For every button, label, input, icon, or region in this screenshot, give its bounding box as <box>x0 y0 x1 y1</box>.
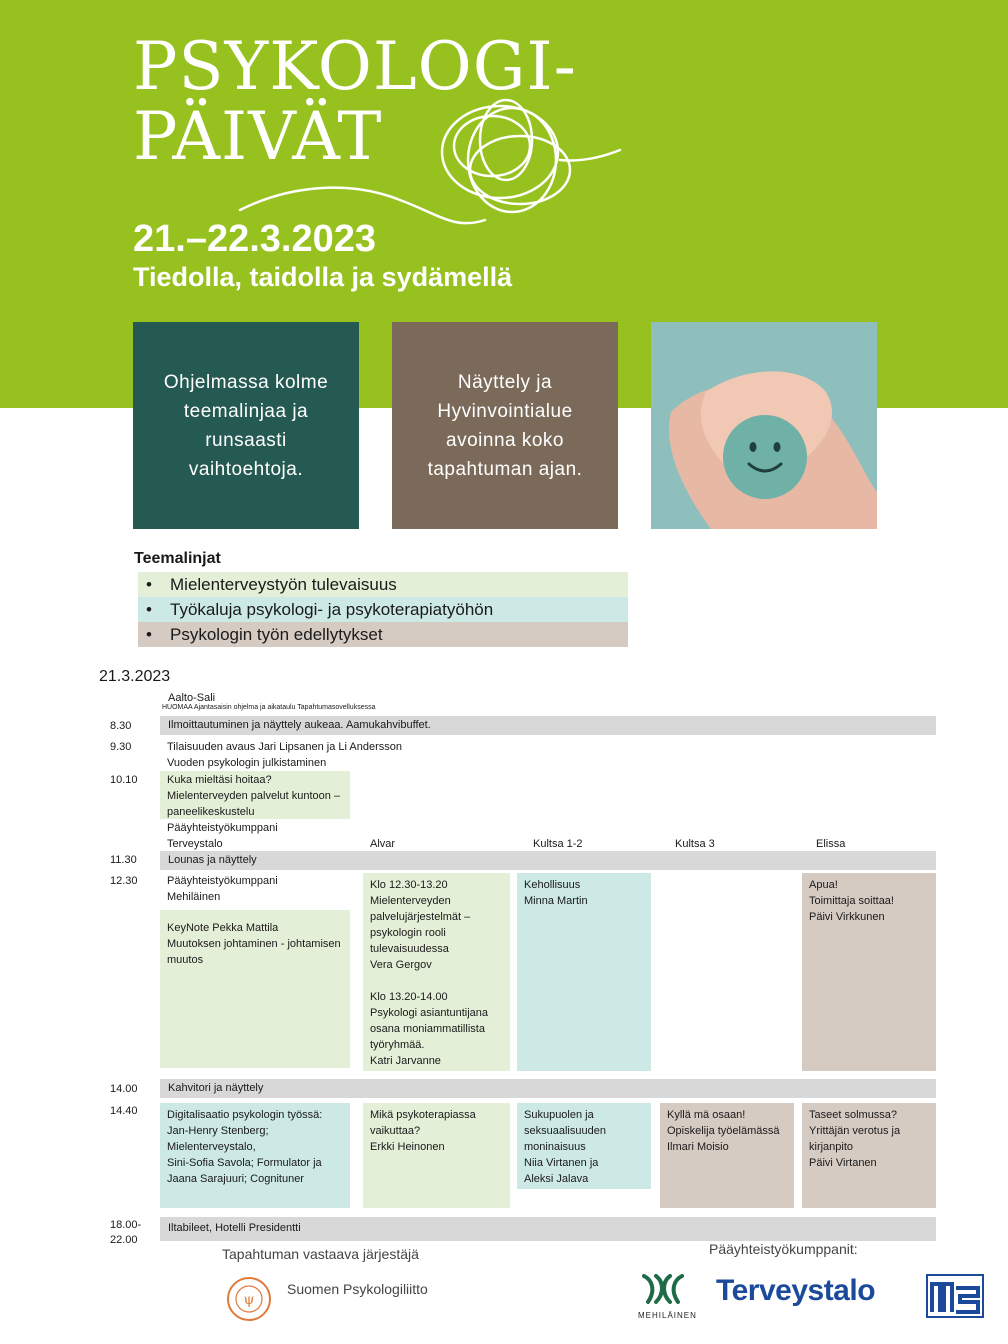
slot-1130-bar: Lounas ja näyttely <box>160 851 936 870</box>
program-info-box: Ohjelmassa kolme teemalinjaa ja runsaasti vaihtoehtoja. <box>133 322 359 529</box>
psykologiliitto-logo-icon <box>226 1276 272 1322</box>
aalto-1440-cell: Digitalisaatio psykologin työssä: Jan-Henry Stenberg; Mielenterveystalo, Sini-Sofia Savola; Formulator ja Jaana Sarajuuri; Cognituner <box>160 1103 350 1208</box>
room-kultsa-3: Kultsa 3 <box>675 838 715 850</box>
panel-discussion-cell: Kuka mieltäsi hoitaa? Mielenterveyden palvelut kuntoon – paneelikeskustelu <box>160 771 350 819</box>
time-1230: 12.30 <box>110 875 138 887</box>
keynote-cell: KeyNote Pekka Mattila Muutoksen johtaminen - johtamisen muutos <box>160 910 350 1068</box>
time-0930: 9.30 <box>110 741 132 753</box>
time-1130: 11.30 <box>110 854 137 866</box>
elissa-1440-cell: Taseet solmussa? Yrittäjän verotus ja kirjanpito Päivi Virtanen <box>802 1103 936 1208</box>
organizer-label: Tapahtuman vastaava järjestäjä <box>222 1246 419 1262</box>
time-1400: 14.00 <box>110 1083 138 1095</box>
ms-partner-logo-icon <box>926 1274 984 1318</box>
exhibition-info-box: Näyttely ja Hyvinvointialue avoinna koko tapahtuman ajan. <box>392 322 618 529</box>
theme-item-2: • Työkaluja psykologi- ja psykoterapiatyöhön <box>138 597 628 622</box>
partner-mehilainen-cell: Pääyhteistyökumppani Mehiläinen <box>167 875 278 903</box>
event-tagline: Tiedolla, taidolla ja sydämellä <box>133 262 513 292</box>
event-title-line2: PÄIVÄT <box>133 98 383 175</box>
terveystalo-logo: Terveystalo <box>716 1274 876 1307</box>
kultsa12-1440-cell: Sukupuolen ja seksuaalisuuden moninaisuus Niia Virtanen ja Aleksi Jalava <box>517 1103 651 1189</box>
hall-aalto-sali: Aalto-Sali <box>168 692 216 704</box>
alvar-1230-cell: Klo 12.30-13.20 Mielenterveyden palvelujärjestelmät – psykologin rooli tulevaisuudessa Vera Gergov Klo 13.20-14.00 Psykologi asiantuntijana osana moniammatillista työryhmää. Katri Jarvanne <box>363 873 510 1071</box>
room-kultsa-1-2: Kultsa 1-2 <box>533 838 583 850</box>
slot-1400-bar: Kahvitori ja näyttely <box>160 1079 936 1098</box>
time-1010: 10.10 <box>110 774 138 786</box>
time-1800: 18.00- 22.00 <box>110 1219 142 1246</box>
schedule-note: HUOMAA Ajantasaisin ohjelma ja aikataulu Tapahtumasovelluksessa <box>162 704 376 711</box>
kultsa12-1230-cell: Kehollisuus Minna Martin <box>517 873 651 1071</box>
room-elissa: Elissa <box>816 838 846 850</box>
hands-smiley-photo <box>651 322 877 529</box>
time-1440: 14.40 <box>110 1105 138 1117</box>
event-title-line1: PSYKOLOGI- <box>133 28 577 105</box>
partner-label-1: Pääyhteistyökumppani <box>167 822 278 834</box>
elissa-1230-cell: Apua! Toimittaja soittaa! Päivi Virkkunen <box>802 873 936 1071</box>
schedule-date: 21.3.2023 <box>99 668 171 685</box>
themes-heading: Teemalinjat <box>134 550 221 567</box>
alvar-1440-cell: Mikä psykoterapiassa vaikuttaa? Erkki Heinonen <box>363 1103 510 1208</box>
time-0830: 8.30 <box>110 720 132 732</box>
organizer-name: Suomen Psykologiliitto <box>287 1281 428 1297</box>
theme-item-1: • Mielenterveystyön tulevaisuus <box>138 572 628 597</box>
event-dates: 21.–22.3.2023 <box>133 218 377 260</box>
svg-text:ψ: ψ <box>243 1292 255 1308</box>
theme-item-3: • Psykologin työn edellytykset <box>138 622 628 647</box>
partners-label: Pääyhteistyökumppanit: <box>709 1241 858 1257</box>
mehilainen-logo-icon <box>638 1272 688 1308</box>
mehilainen-wordmark: MEHILÄINEN <box>638 1311 697 1320</box>
psychologist-of-year: Vuoden psykologin julkistaminen <box>167 757 327 769</box>
opening-text: Tilaisuuden avaus Jari Lipsanen ja Li Andersson <box>167 741 403 753</box>
slot-0830-bar: Ilmoittautuminen ja näyttely aukeaa. Aamukahvibuffet. <box>160 716 936 735</box>
partner-terveystalo: Terveystalo <box>167 838 223 850</box>
kultsa3-1440-cell: Kyllä mä osaan! Opiskelija työelämässä Ilmari Moisio <box>660 1103 794 1208</box>
room-alvar: Alvar <box>370 838 396 850</box>
slot-1800-bar: Iltabileet, Hotelli Presidentti <box>160 1217 936 1241</box>
